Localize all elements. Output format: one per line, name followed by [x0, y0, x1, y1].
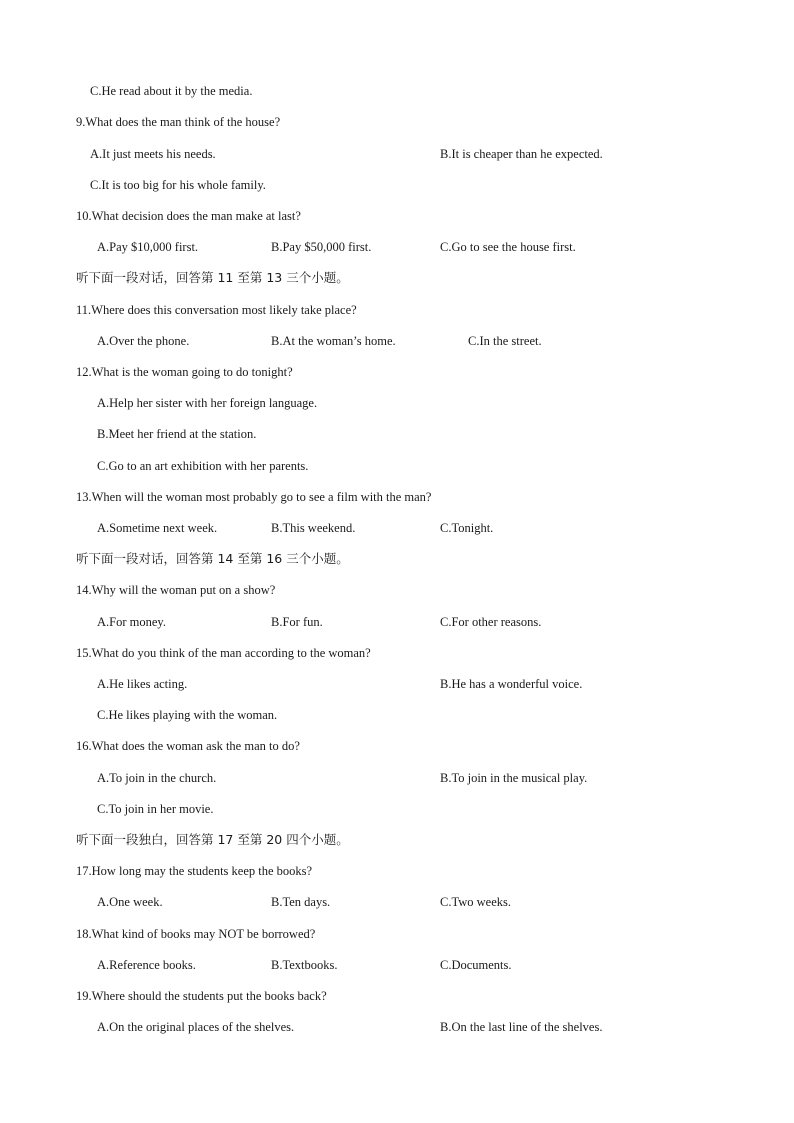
- q8-option-c: C.He read about it by the media.: [90, 84, 253, 98]
- q11-question: 11.Where does this conversation most likely take place?: [76, 303, 357, 317]
- q13-option-b: B.This weekend.: [271, 521, 356, 535]
- q19-option-b: B.On the last line of the shelves.: [440, 1020, 603, 1034]
- q12-question: 12.What is the woman going to do tonight?: [76, 365, 293, 379]
- q14-option-b: B.For fun.: [271, 615, 323, 629]
- q14-option-a: A.For money.: [97, 615, 166, 629]
- q12-option-c: C.Go to an art exhibition with her parents.: [97, 459, 309, 473]
- q13-question: 13.When will the woman most probably go to see a film with the man?: [76, 490, 432, 504]
- q15-option-c: C.He likes playing with the woman.: [97, 708, 278, 722]
- q18-option-b: B.Textbooks.: [271, 958, 338, 972]
- q12-option-b: B.Meet her friend at the station.: [97, 427, 257, 441]
- q15-option-b: B.He has a wonderful voice.: [440, 677, 583, 691]
- q15-option-a: A.He likes acting.: [97, 677, 188, 691]
- q11-option-c: C.In the street.: [468, 334, 542, 348]
- q10-option-c: C.Go to see the house first.: [440, 240, 576, 254]
- q14-question: 14.Why will the woman put on a show?: [76, 583, 276, 597]
- q16-option-c: C.To join in her movie.: [97, 802, 214, 816]
- q16-option-a: A.To join in the church.: [97, 771, 217, 785]
- q18-question: 18.What kind of books may NOT be borrowed?: [76, 927, 316, 941]
- q12-option-a: A.Help her sister with her foreign language.: [97, 396, 318, 410]
- q17-option-a: A.One week.: [97, 895, 163, 909]
- q9-question: 9.What does the man think of the house?: [76, 115, 281, 129]
- q10-option-b: B.Pay $50,000 first.: [271, 240, 372, 254]
- q17-option-c: C.Two weeks.: [440, 895, 511, 909]
- q9-option-c: C.It is too big for his whole family.: [90, 178, 266, 192]
- q15-question: 15.What do you think of the man according to the woman?: [76, 646, 371, 660]
- q10-option-a: A.Pay $10,000 first.: [97, 240, 199, 254]
- section-header-14-16: 听下面一段对话，回答第 14 至第 16 三个小题。: [76, 551, 349, 566]
- q11-option-b: B.At the woman’s home.: [271, 334, 396, 348]
- q17-question: 17.How long may the students keep the books?: [76, 864, 313, 878]
- q17-option-b: B.Ten days.: [271, 895, 331, 909]
- q16-option-b: B.To join in the musical play.: [440, 771, 588, 785]
- q13-option-c: C.Tonight.: [440, 521, 494, 535]
- q16-question: 16.What does the woman ask the man to do?: [76, 739, 300, 753]
- q9-option-a: A.It just meets his needs.: [90, 147, 216, 161]
- section-header-11-13: 听下面一段对话，回答第 11 至第 13 三个小题。: [76, 270, 349, 285]
- q19-option-a: A.On the original places of the shelves.: [97, 1020, 295, 1034]
- section-header-17-20: 听下面一段独白，回答第 17 至第 20 四个小题。: [76, 832, 349, 847]
- q19-question: 19.Where should the students put the books back?: [76, 989, 327, 1003]
- q11-option-a: A.Over the phone.: [97, 334, 190, 348]
- q14-option-c: C.For other reasons.: [440, 615, 542, 629]
- q9-option-b: B.It is cheaper than he expected.: [440, 147, 603, 161]
- q10-question: 10.What decision does the man make at last?: [76, 209, 301, 223]
- q18-option-c: C.Documents.: [440, 958, 512, 972]
- q13-option-a: A.Sometime next week.: [97, 521, 218, 535]
- q18-option-a: A.Reference books.: [97, 958, 196, 972]
